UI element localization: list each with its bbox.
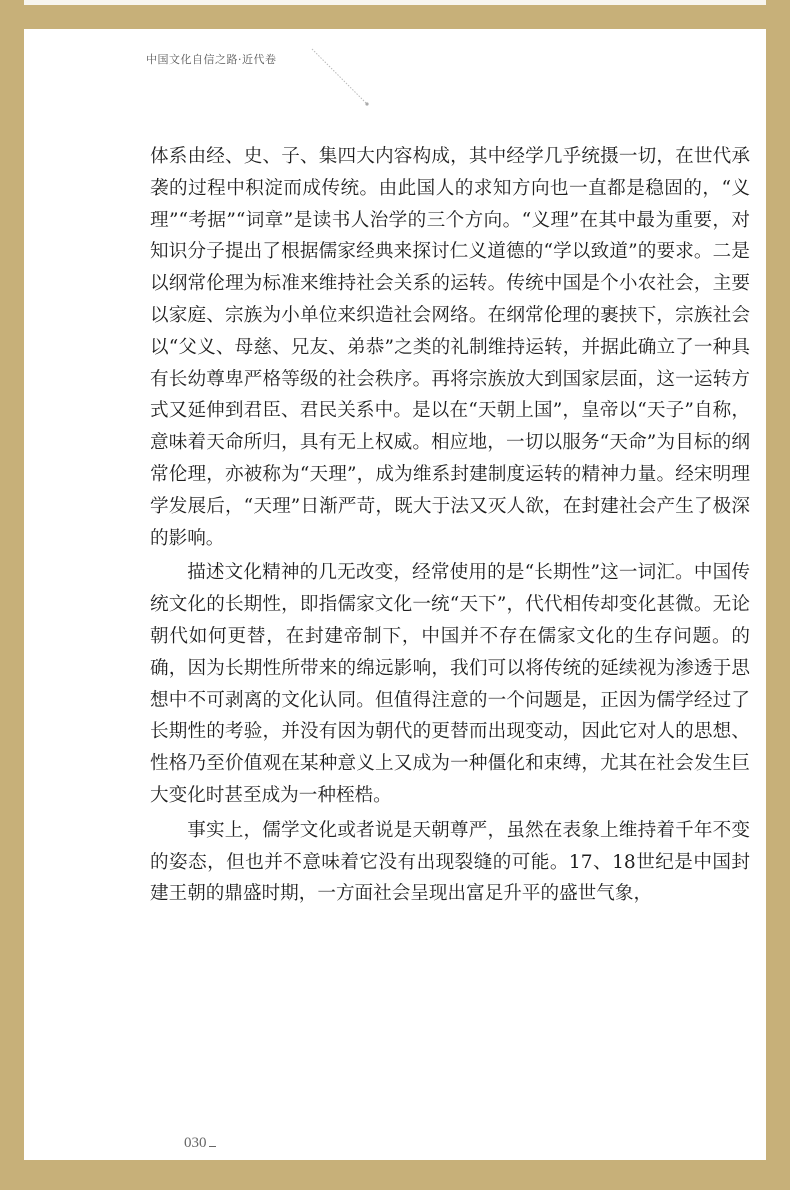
paragraph: 事实上，儒学文化或者说是天朝尊严，虽然在表象上维持着千年不变的姿态，但也并不意味着它没有出现裂缝的可能。17、18世纪是中国封建王朝的鼎盛时期，一方面社会呈现出富足升平的盛世气象， bbox=[150, 819, 750, 905]
paragraph: 体系由经、史、子、集四大内容构成，其中经学几乎统摄一切，在世代承袭的过程中积淀而成传统。由此国人的求知方向也一直都是稳固的，“义理”“考据”“词章”是读书人治学的三个方向。“义理”在其中最为重要，对知识分子提出了根据儒家经典来探讨仁义道德的“学以致道”的要求。二是以纲常伦理为标准来维持社会关系的运转。传统中国是个小农社会，主要以家庭、宗族为小单位来织造社会网络。在纲常伦理的裹挟下，宗族社会以“父义、母慈、兄友、弟恭”之类的礼制维持运转，并据此确立了一种具有长幼尊卑严格等级的社会秩序。再将宗族放大到国家层面，这一运转方式又延伸到君臣、君民关系中。是以在“天朝上国”，皇帝以“天子”自称，意味着天命所归，具有无上权威。相应地，一切以服务“天命”为目标的纲常伦理，亦被称为“天理”，成为维系封建制度运转的精神力量。经宋明理学发展后，“天理”日渐严苛，既大于法又灭人欲，在封建社会产生了极深的影响。 bbox=[150, 146, 750, 549]
page-number bbox=[184, 1135, 216, 1152]
book-page bbox=[24, 29, 766, 1160]
paragraph: 描述文化精神的几无改变，经常使用的是“长期性”这一词汇。中国传统文化的长期性，即指儒家文化一统“天下”，代代相传却变化甚微。无论朝代如何更替，在封建帝制下，中国并不存在儒家文化的生存问题。的确，因为长期性所带来的绵远影响，我们可以将传统的延续视为渗透于思想中不可剥离的文化认同。但值得注意的一个问题是，正因为儒学经过了长期性的考验，并没有因为朝代的更替而出现变动，因此它对人的思想、性格乃至价值观在某种意义上又成为一种僵化和束缚，尤其在社会发生巨大变化时甚至成为一种桎梏。 bbox=[150, 562, 750, 806]
body-text bbox=[150, 141, 750, 913]
page-number-text: 030 bbox=[184, 1135, 207, 1151]
running-head: 中国文化自信之路·近代卷 bbox=[146, 53, 277, 66]
previous-page-edge bbox=[24, 0, 766, 5]
page-number-mark bbox=[209, 1146, 216, 1147]
header-decoration bbox=[310, 47, 372, 109]
